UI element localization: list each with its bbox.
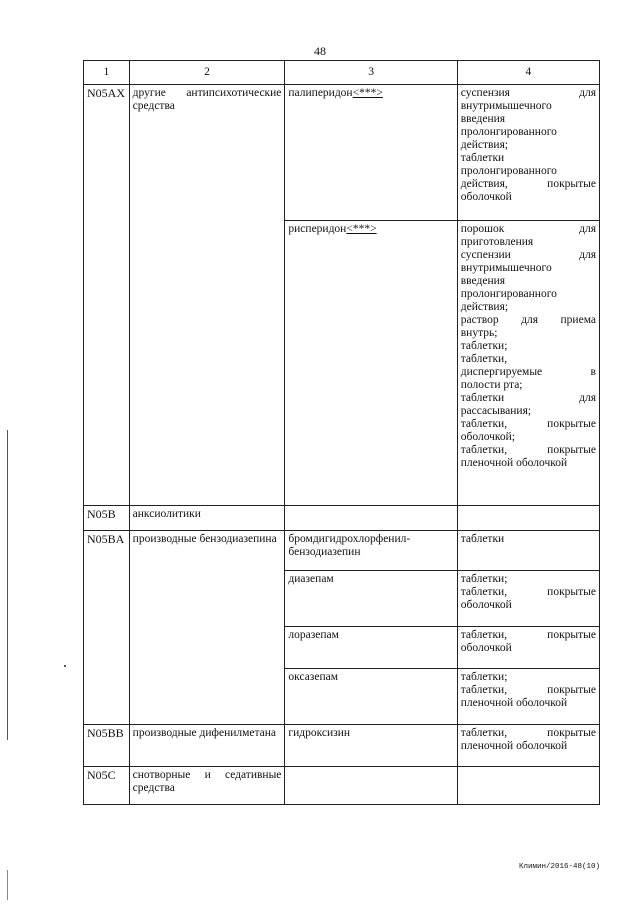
drug-name [285, 221, 457, 506]
drug-name [285, 85, 457, 221]
form-line: суспензии для [460, 249, 596, 261]
dosage-forms [457, 669, 599, 725]
header-col-3: 3 [285, 61, 457, 85]
table-row [84, 506, 600, 531]
page-number: 48 [314, 44, 326, 58]
form-line: таблетки; [460, 340, 508, 352]
form-line: рассасывания; [460, 405, 532, 417]
dosage-forms [457, 221, 599, 506]
scan-margin-line [7, 870, 8, 900]
form-line: введения [460, 113, 506, 125]
footnote-mark: <***> [352, 87, 383, 99]
atc-group: производные бензодиазепина [129, 531, 285, 725]
atc-group: анксиолитики [129, 506, 285, 531]
drug-name-text: палиперидон [288, 87, 353, 99]
dosage-forms [457, 725, 599, 767]
dosage-forms [457, 571, 599, 627]
form-line: внутрь; [460, 327, 498, 339]
form-line: введения [460, 275, 506, 287]
table-row [84, 85, 600, 221]
scan-margin-dot [64, 665, 66, 667]
form-line: таблетки, покрытые [460, 586, 596, 598]
atc-code: N05AX [84, 85, 130, 506]
form-line: пленочной оболочкой [460, 697, 568, 709]
form-line: действия; [460, 301, 509, 313]
form-line: оболочкой [460, 191, 512, 203]
dosage-forms [457, 506, 599, 531]
form-line: таблетки, покрытые [460, 444, 596, 456]
form-line: полости рта; [460, 379, 523, 391]
atc-code: N05BB [84, 725, 130, 767]
dosage-forms [457, 85, 599, 221]
atc-group: снотворные и седативные средства [129, 767, 285, 805]
form-line: действия; [460, 139, 509, 151]
dosage-forms [457, 767, 599, 805]
form-line: диспергируемые в [460, 366, 596, 378]
form-line: таблетки [460, 152, 505, 164]
form-line: таблетки; [460, 573, 508, 585]
header-row [84, 61, 600, 85]
drug-name: бромдигидрохлорфенил-бензодиазепин [285, 531, 457, 571]
form-line: оболочкой [460, 599, 512, 611]
form-line: приготовления [460, 236, 534, 248]
scan-margin-line [7, 430, 8, 740]
form-line: действия, покрытые [460, 178, 596, 190]
form-line: пролонгированного [460, 288, 557, 300]
form-line: таблетки, [460, 353, 508, 365]
form-line: таблетки; [460, 671, 508, 683]
footnote-mark: <***> [346, 223, 377, 235]
drug-name [285, 767, 457, 805]
document-footer: Климин/2016-48(10) [518, 863, 600, 871]
drug-name: гидроксизин [285, 725, 457, 767]
form-line: внутримышечного [460, 262, 552, 274]
atc-code: N05C [84, 767, 130, 805]
atc-code: N05BA [84, 531, 130, 725]
form-line: таблетки для [460, 392, 596, 404]
form-line: раствор для приема [460, 314, 596, 326]
atc-code: N05B [84, 506, 130, 531]
table-row [84, 725, 600, 767]
form-line: таблетки [460, 533, 505, 545]
form-line: таблетки, покрытые [460, 727, 596, 739]
atc-group: производные дифенилметана [129, 725, 285, 767]
header-col-2: 2 [129, 61, 285, 85]
atc-group: другие антипсихотические средства [129, 85, 285, 506]
drug-table [83, 60, 600, 805]
drug-name: лоразепам [285, 627, 457, 669]
drug-name [285, 506, 457, 531]
drug-name-text: рисперидон [288, 223, 347, 235]
table-row [84, 767, 600, 805]
header-col-4: 4 [457, 61, 599, 85]
form-line: оболочкой [460, 642, 512, 654]
form-line: пленочной оболочкой [460, 740, 568, 752]
form-line: пролонгированного [460, 126, 557, 138]
form-line: пленочной оболочкой [460, 457, 568, 469]
form-line: пролонгированного [460, 165, 557, 177]
drug-name: диазепам [285, 571, 457, 627]
dosage-forms [457, 531, 599, 571]
drug-name: оксазепам [285, 669, 457, 725]
form-line: таблетки, покрытые [460, 684, 596, 696]
form-line: порошок для [460, 223, 596, 235]
form-line: таблетки, покрытые [460, 418, 596, 430]
dosage-forms [457, 627, 599, 669]
form-line: суспензия для [460, 87, 596, 99]
form-line: таблетки, покрытые [460, 629, 596, 641]
form-line: оболочкой; [460, 431, 516, 443]
table-row [84, 531, 600, 571]
header-col-1: 1 [84, 61, 130, 85]
form-line: внутримышечного [460, 100, 552, 112]
